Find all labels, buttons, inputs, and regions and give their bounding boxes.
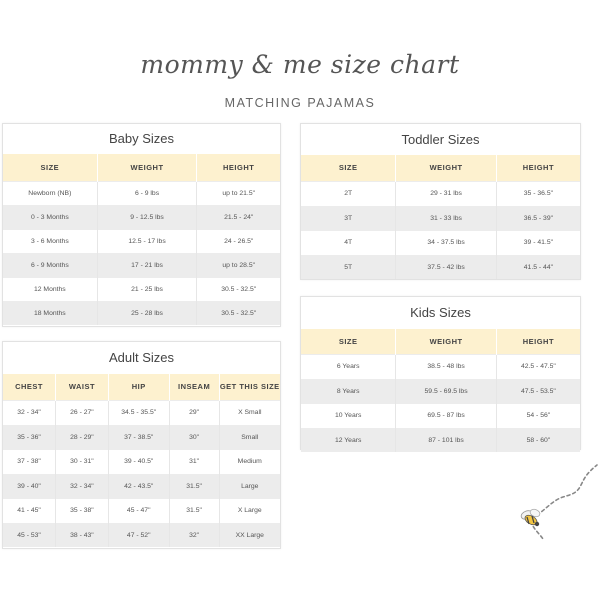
table-cell: X Small bbox=[219, 401, 280, 426]
table-cell: 3T bbox=[301, 206, 396, 231]
table-cell: 37.5 - 42 lbs bbox=[396, 255, 496, 279]
table-cell: 38.5 - 48 lbs bbox=[396, 355, 496, 380]
table-cell: 12 Months bbox=[3, 278, 97, 302]
table-cell: 10 Years bbox=[301, 404, 396, 429]
kids-sizes-title: Kids Sizes bbox=[410, 305, 471, 320]
table-cell: 34 - 37.5 lbs bbox=[396, 231, 496, 256]
table-cell: 34.5 - 35.5" bbox=[108, 401, 169, 426]
script-title: mommy & me size chart bbox=[140, 50, 460, 79]
table-cell: 6 - 9 Months bbox=[3, 254, 97, 278]
column-header: CHEST bbox=[3, 374, 56, 401]
table-cell: 30" bbox=[169, 425, 219, 450]
table-cell: X Large bbox=[219, 499, 280, 524]
table-cell: 69.5 - 87 lbs bbox=[396, 404, 496, 429]
table-cell: 6 - 9 lbs bbox=[97, 182, 197, 206]
table-row bbox=[3, 523, 280, 547]
column-header: HIP bbox=[108, 374, 169, 401]
table-cell: 24 - 26.5" bbox=[197, 230, 280, 254]
table-row bbox=[3, 182, 280, 206]
bee-icon bbox=[515, 455, 600, 545]
table-cell: 17 - 21 lbs bbox=[97, 254, 197, 278]
toddler-sizes-card bbox=[300, 123, 581, 280]
table-cell: 37 - 38.5" bbox=[108, 425, 169, 450]
toddler-sizes-title: Toddler Sizes bbox=[401, 132, 480, 147]
table-row bbox=[3, 278, 280, 302]
table-cell: Medium bbox=[219, 450, 280, 475]
table-row bbox=[3, 499, 280, 524]
table-header-row bbox=[3, 374, 280, 401]
table-cell: 5T bbox=[301, 255, 396, 279]
adult-sizes-card bbox=[2, 341, 281, 549]
column-header: WAIST bbox=[56, 374, 109, 401]
table-cell: 4T bbox=[301, 231, 396, 256]
table-cell: 45 - 53" bbox=[3, 523, 56, 547]
table-cell: 29" bbox=[169, 401, 219, 426]
column-header: INSEAM bbox=[169, 374, 219, 401]
kids-sizes-card bbox=[300, 296, 581, 450]
table-row bbox=[301, 379, 580, 404]
column-header: GET THIS SIZE bbox=[219, 374, 280, 401]
table-cell: 32" bbox=[169, 523, 219, 547]
adult-sizes-title: Adult Sizes bbox=[108, 350, 175, 365]
table-cell: 38 - 43" bbox=[56, 523, 109, 547]
table-cell: 21.5 - 24" bbox=[197, 206, 280, 230]
column-header: WEIGHT bbox=[97, 154, 197, 182]
table-cell: Newborn (NB) bbox=[3, 182, 97, 206]
table-cell: 35 - 36.5" bbox=[496, 182, 580, 207]
table-cell: 87 - 101 lbs bbox=[396, 428, 496, 452]
toddler-sizes-table bbox=[301, 155, 580, 279]
column-header: SIZE bbox=[301, 155, 396, 182]
table-row bbox=[3, 401, 280, 426]
table-cell: 32 - 34" bbox=[56, 474, 109, 499]
table-row bbox=[3, 425, 280, 450]
table-cell: 31.5" bbox=[169, 474, 219, 499]
column-header: HEIGHT bbox=[496, 329, 580, 355]
table-cell: Small bbox=[219, 425, 280, 450]
subtitle: MATCHING PAJAMAS bbox=[224, 96, 376, 110]
table-cell: 6 Years bbox=[301, 355, 396, 380]
table-row bbox=[3, 230, 280, 254]
table-cell: up to 21.5" bbox=[197, 182, 280, 206]
table-header-row bbox=[3, 154, 280, 182]
table-cell: XX Large bbox=[219, 523, 280, 547]
table-cell: 9 - 12.5 lbs bbox=[97, 206, 197, 230]
table-cell: 58 - 60" bbox=[496, 428, 580, 452]
table-row bbox=[301, 206, 580, 231]
table-cell: 41.5 - 44" bbox=[496, 255, 580, 279]
table-cell: 28 - 29" bbox=[56, 425, 109, 450]
baby-sizes-card bbox=[2, 123, 281, 327]
table-header-row bbox=[301, 329, 580, 355]
column-header: SIZE bbox=[301, 329, 396, 355]
table-cell: 47 - 52" bbox=[108, 523, 169, 547]
table-cell: 29 - 31 lbs bbox=[396, 182, 496, 207]
table-cell: Large bbox=[219, 474, 280, 499]
table-row bbox=[3, 302, 280, 326]
table-cell: 42 - 43.5" bbox=[108, 474, 169, 499]
table-cell: 59.5 - 69.5 lbs bbox=[396, 379, 496, 404]
table-cell: 30.5 - 32.5" bbox=[197, 302, 280, 326]
table-cell: 12 Years bbox=[301, 428, 396, 452]
table-cell: 37 - 38" bbox=[3, 450, 56, 475]
table-cell: 35 - 36" bbox=[3, 425, 56, 450]
table-cell: up to 28.5" bbox=[197, 254, 280, 278]
table-cell: 39 - 40" bbox=[3, 474, 56, 499]
table-cell: 12.5 - 17 lbs bbox=[97, 230, 197, 254]
table-row bbox=[3, 254, 280, 278]
table-cell: 0 - 3 Months bbox=[3, 206, 97, 230]
table-row bbox=[301, 404, 580, 429]
column-header: SIZE bbox=[3, 154, 97, 182]
table-cell: 35 - 38" bbox=[56, 499, 109, 524]
table-cell: 32 - 34" bbox=[3, 401, 56, 426]
table-cell: 21 - 25 lbs bbox=[97, 278, 197, 302]
column-header: WEIGHT bbox=[396, 329, 496, 355]
table-cell: 41 - 45" bbox=[3, 499, 56, 524]
table-row bbox=[3, 450, 280, 475]
column-header: HEIGHT bbox=[496, 155, 580, 182]
table-cell: 54 - 56" bbox=[496, 404, 580, 429]
table-row bbox=[3, 206, 280, 230]
table-cell: 2T bbox=[301, 182, 396, 207]
table-row bbox=[301, 231, 580, 256]
table-row bbox=[3, 474, 280, 499]
table-cell: 30.5 - 32.5" bbox=[197, 278, 280, 302]
baby-sizes-title: Baby Sizes bbox=[108, 131, 175, 146]
table-cell: 39 - 41.5" bbox=[496, 231, 580, 256]
table-row bbox=[301, 355, 580, 380]
table-row bbox=[301, 255, 580, 279]
table-cell: 47.5 - 53.5" bbox=[496, 379, 580, 404]
table-cell: 31 - 33 lbs bbox=[396, 206, 496, 231]
table-cell: 45 - 47" bbox=[108, 499, 169, 524]
table-row bbox=[301, 182, 580, 207]
table-cell: 26 - 27" bbox=[56, 401, 109, 426]
table-cell: 42.5 - 47.5" bbox=[496, 355, 580, 380]
column-header: WEIGHT bbox=[396, 155, 496, 182]
table-cell: 8 Years bbox=[301, 379, 396, 404]
table-cell: 18 Months bbox=[3, 302, 97, 326]
table-cell: 25 - 28 lbs bbox=[97, 302, 197, 326]
table-cell: 31.5" bbox=[169, 499, 219, 524]
adult-sizes-table bbox=[3, 374, 280, 547]
table-cell: 30 - 31" bbox=[56, 450, 109, 475]
column-header: HEIGHT bbox=[197, 154, 280, 182]
table-cell: 39 - 40.5" bbox=[108, 450, 169, 475]
table-row bbox=[301, 428, 580, 452]
table-header-row bbox=[301, 155, 580, 182]
table-cell: 3 - 6 Months bbox=[3, 230, 97, 254]
kids-sizes-table bbox=[301, 329, 580, 452]
table-cell: 36.5 - 39" bbox=[496, 206, 580, 231]
table-cell: 31" bbox=[169, 450, 219, 475]
baby-sizes-table bbox=[3, 154, 280, 325]
